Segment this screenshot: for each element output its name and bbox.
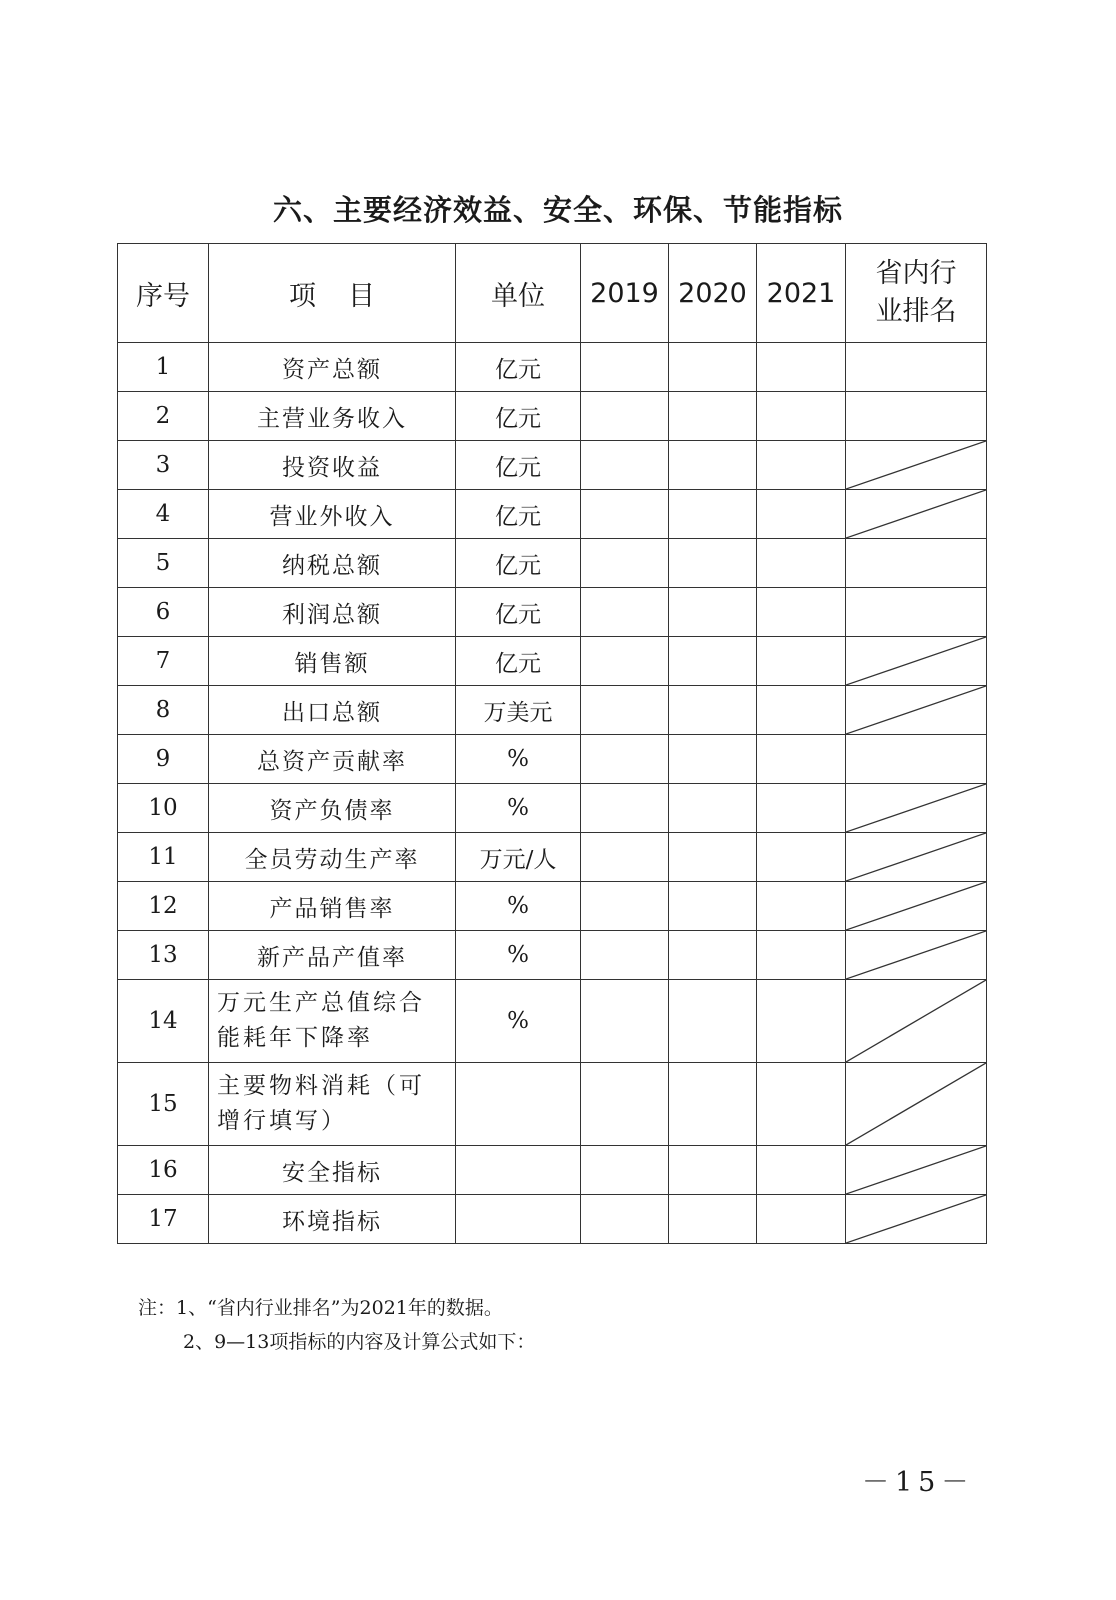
table-row xyxy=(118,637,987,686)
row-number: 6 xyxy=(118,588,209,637)
cell-2020[interactable] xyxy=(669,1146,757,1195)
cell-2020[interactable] xyxy=(669,931,757,980)
row-item: 全员劳动生产率 xyxy=(209,833,456,882)
header-item-b: 目 xyxy=(348,280,375,312)
table-row xyxy=(118,784,987,833)
table-row xyxy=(118,1063,987,1146)
cell-2021[interactable] xyxy=(757,490,846,539)
table-row xyxy=(118,882,987,931)
row-unit: % xyxy=(456,882,581,931)
cell-2021[interactable] xyxy=(757,392,846,441)
row-item-line: 增行填写） xyxy=(217,1108,347,1134)
row-item: 出口总额 xyxy=(209,686,456,735)
row-unit: 万美元 xyxy=(456,686,581,735)
cell-rank xyxy=(846,441,987,490)
cell-2021[interactable] xyxy=(757,588,846,637)
table-row xyxy=(118,1146,987,1195)
cell-2019[interactable] xyxy=(581,637,669,686)
row-number: 7 xyxy=(118,637,209,686)
row-item xyxy=(209,1063,456,1146)
row-item: 资产负债率 xyxy=(209,784,456,833)
cell-2021[interactable] xyxy=(757,1063,846,1146)
cell-rank xyxy=(846,1195,987,1244)
row-unit: % xyxy=(456,931,581,980)
cell-rank xyxy=(846,686,987,735)
cell-2019[interactable] xyxy=(581,392,669,441)
row-number: 13 xyxy=(118,931,209,980)
row-unit xyxy=(456,1063,581,1146)
row-item-line: 万元生产总值综合 xyxy=(217,990,425,1016)
cell-rank xyxy=(846,490,987,539)
cell-rank xyxy=(846,1146,987,1195)
row-item: 营业外收入 xyxy=(209,490,456,539)
row-item: 总资产贡献率 xyxy=(209,735,456,784)
row-item xyxy=(209,980,456,1063)
cell-2019[interactable] xyxy=(581,833,669,882)
row-number: 4 xyxy=(118,490,209,539)
table-row xyxy=(118,833,987,882)
header-2019: 2019 xyxy=(581,244,669,343)
cell-2019[interactable] xyxy=(581,882,669,931)
cell-rank xyxy=(846,784,987,833)
cell-2021[interactable] xyxy=(757,1195,846,1244)
header-rank-a: 省内行 xyxy=(875,258,957,289)
row-unit: 万元/人 xyxy=(456,833,581,882)
not-applicable-slash xyxy=(846,784,986,832)
cell-2019[interactable] xyxy=(581,931,669,980)
cell-2019[interactable] xyxy=(581,686,669,735)
table-body xyxy=(118,343,987,1244)
cell-2021[interactable] xyxy=(757,980,846,1063)
cell-2020[interactable] xyxy=(669,686,757,735)
row-item: 产品销售率 xyxy=(209,882,456,931)
not-applicable-slash xyxy=(846,637,986,685)
row-unit: % xyxy=(456,980,581,1063)
row-item: 投资收益 xyxy=(209,441,456,490)
row-number: 9 xyxy=(118,735,209,784)
row-number: 11 xyxy=(118,833,209,882)
cell-2019[interactable] xyxy=(581,1146,669,1195)
row-number: 15 xyxy=(118,1063,209,1146)
notes xyxy=(138,1291,535,1359)
header-item xyxy=(209,244,456,343)
cell-2021[interactable] xyxy=(757,931,846,980)
table-row xyxy=(118,1195,987,1244)
cell-2020[interactable] xyxy=(669,343,757,392)
cell-2019[interactable] xyxy=(581,343,669,392)
header-unit: 单位 xyxy=(456,244,581,343)
cell-rank xyxy=(846,833,987,882)
cell-2019[interactable] xyxy=(581,588,669,637)
cell-rank[interactable] xyxy=(846,588,987,637)
table-row xyxy=(118,441,987,490)
cell-2020[interactable] xyxy=(669,392,757,441)
cell-2020[interactable] xyxy=(669,882,757,931)
cell-2020[interactable] xyxy=(669,441,757,490)
cell-2021[interactable] xyxy=(757,882,846,931)
cell-2021[interactable] xyxy=(757,441,846,490)
row-number: 10 xyxy=(118,784,209,833)
table-row xyxy=(118,392,987,441)
table-row xyxy=(118,735,987,784)
cell-rank xyxy=(846,882,987,931)
row-unit: % xyxy=(456,735,581,784)
cell-2019[interactable] xyxy=(581,539,669,588)
row-item: 资产总额 xyxy=(209,343,456,392)
header-rank-b: 业排名 xyxy=(875,296,957,327)
cell-2020[interactable] xyxy=(669,1195,757,1244)
cell-rank[interactable] xyxy=(846,392,987,441)
cell-2020[interactable] xyxy=(669,980,757,1063)
table-row xyxy=(118,931,987,980)
not-applicable-slash xyxy=(846,931,986,979)
row-unit: 亿元 xyxy=(456,539,581,588)
cell-2021[interactable] xyxy=(757,539,846,588)
not-applicable-slash xyxy=(846,686,986,734)
row-number: 5 xyxy=(118,539,209,588)
not-applicable-slash xyxy=(846,1195,986,1243)
not-applicable-slash xyxy=(846,441,986,489)
cell-2021[interactable] xyxy=(757,637,846,686)
cell-2020[interactable] xyxy=(669,1063,757,1146)
cell-2020[interactable] xyxy=(669,539,757,588)
cell-2021[interactable] xyxy=(757,686,846,735)
cell-2021[interactable] xyxy=(757,343,846,392)
header-item-a: 项 xyxy=(289,280,316,312)
cell-2021[interactable] xyxy=(757,833,846,882)
cell-2020[interactable] xyxy=(669,637,757,686)
not-applicable-slash xyxy=(846,833,986,881)
cell-rank xyxy=(846,931,987,980)
row-number: 1 xyxy=(118,343,209,392)
header-2020: 2020 xyxy=(669,244,757,343)
row-number: 2 xyxy=(118,392,209,441)
row-unit: 亿元 xyxy=(456,392,581,441)
row-item-line: 主要物料消耗（可 xyxy=(217,1073,425,1099)
row-unit xyxy=(456,1195,581,1244)
row-number: 16 xyxy=(118,1146,209,1195)
table-row xyxy=(118,588,987,637)
cell-rank xyxy=(846,637,987,686)
cell-rank xyxy=(846,980,987,1063)
not-applicable-slash xyxy=(846,980,986,1062)
row-number: 3 xyxy=(118,441,209,490)
page-title: 六、主要经济效益、安全、环保、节能指标 xyxy=(272,193,843,227)
row-unit: 亿元 xyxy=(456,490,581,539)
table-row xyxy=(118,539,987,588)
cell-2020[interactable] xyxy=(669,784,757,833)
row-item: 利润总额 xyxy=(209,588,456,637)
cell-2020[interactable] xyxy=(669,735,757,784)
cell-2019[interactable] xyxy=(581,980,669,1063)
row-unit: % xyxy=(456,784,581,833)
indicator-table xyxy=(117,243,987,1244)
cell-2021[interactable] xyxy=(757,1146,846,1195)
note-2: 2、9—13项指标的内容及计算公式如下： xyxy=(183,1331,536,1353)
table-row xyxy=(118,490,987,539)
row-item: 主营业务收入 xyxy=(209,392,456,441)
cell-rank[interactable] xyxy=(846,539,987,588)
cell-rank[interactable] xyxy=(846,343,987,392)
row-number: 14 xyxy=(118,980,209,1063)
row-item: 纳税总额 xyxy=(209,539,456,588)
table-header-row xyxy=(118,244,987,343)
row-item-line: 能耗年下降率 xyxy=(217,1025,373,1051)
cell-2020[interactable] xyxy=(669,833,757,882)
cell-2019[interactable] xyxy=(581,441,669,490)
row-unit: 亿元 xyxy=(456,637,581,686)
cell-2019[interactable] xyxy=(581,1063,669,1146)
cell-rank[interactable] xyxy=(846,735,987,784)
cell-2020[interactable] xyxy=(669,490,757,539)
row-unit: 亿元 xyxy=(456,343,581,392)
not-applicable-slash xyxy=(846,1063,986,1145)
cell-2020[interactable] xyxy=(669,588,757,637)
cell-2019[interactable] xyxy=(581,784,669,833)
row-number: 8 xyxy=(118,686,209,735)
row-unit: 亿元 xyxy=(456,441,581,490)
row-item: 环境指标 xyxy=(209,1195,456,1244)
cell-2019[interactable] xyxy=(581,1195,669,1244)
not-applicable-slash xyxy=(846,1146,986,1194)
cell-2019[interactable] xyxy=(581,490,669,539)
row-number: 12 xyxy=(118,882,209,931)
cell-2021[interactable] xyxy=(757,784,846,833)
row-unit: 亿元 xyxy=(456,588,581,637)
row-item: 安全指标 xyxy=(209,1146,456,1195)
row-number: 17 xyxy=(118,1195,209,1244)
table-row xyxy=(118,343,987,392)
table-row xyxy=(118,686,987,735)
cell-rank xyxy=(846,1063,987,1146)
not-applicable-slash xyxy=(846,882,986,930)
page-number: －15－ xyxy=(862,1467,975,1498)
cell-2021[interactable] xyxy=(757,735,846,784)
cell-2019[interactable] xyxy=(581,735,669,784)
table-row xyxy=(118,980,987,1063)
header-no: 序号 xyxy=(118,244,209,343)
note-1: 注：1、“省内行业排名”为2021年的数据。 xyxy=(138,1297,503,1319)
row-item: 新产品产值率 xyxy=(209,931,456,980)
not-applicable-slash xyxy=(846,490,986,538)
header-2021: 2021 xyxy=(757,244,846,343)
row-unit xyxy=(456,1146,581,1195)
header-rank xyxy=(846,244,987,343)
row-item: 销售额 xyxy=(209,637,456,686)
